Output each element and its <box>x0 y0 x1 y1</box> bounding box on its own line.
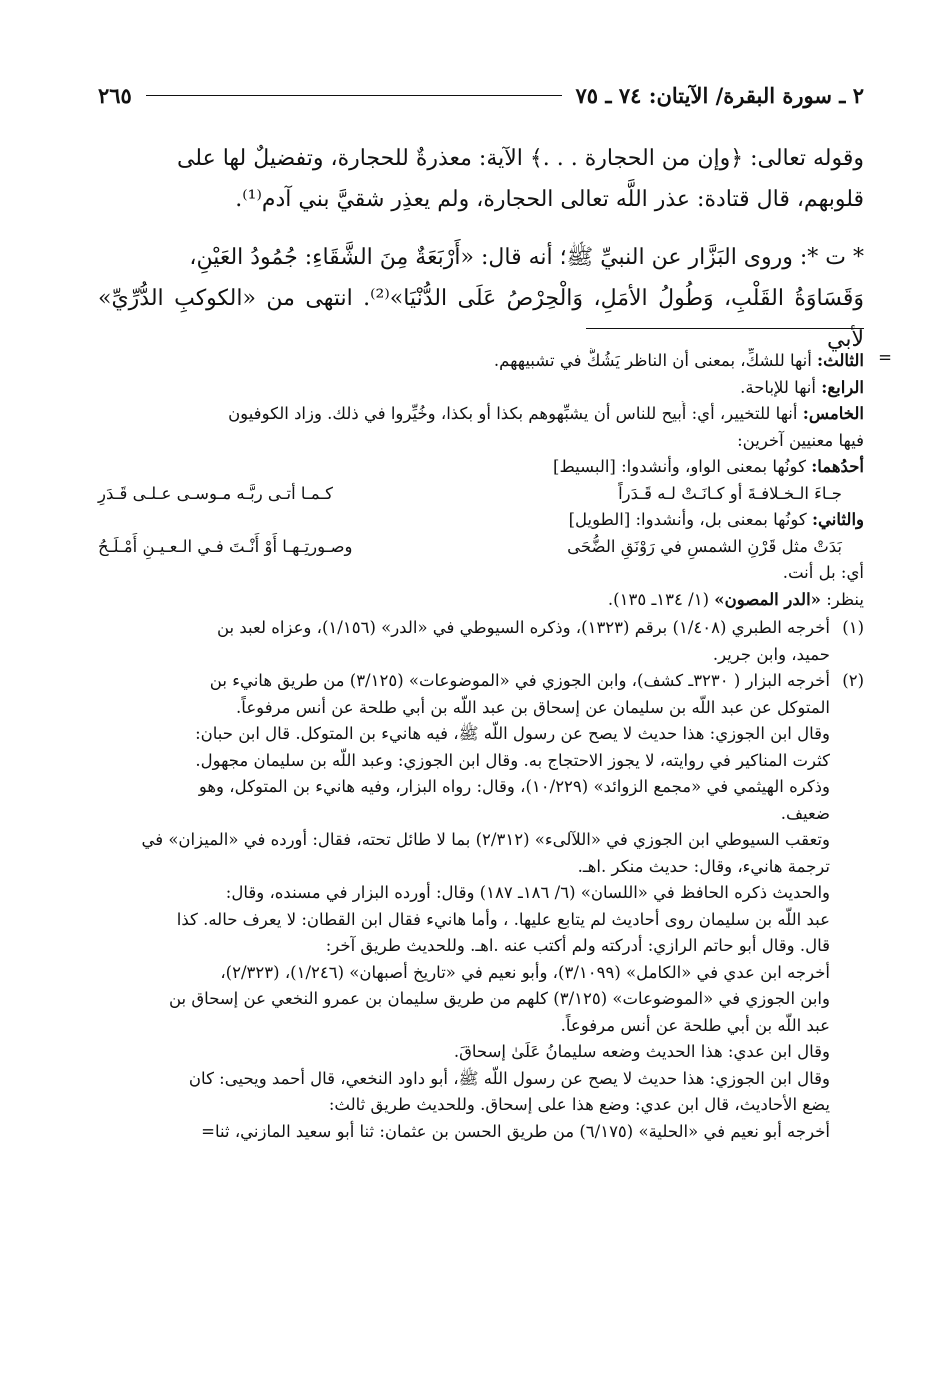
footnote-text: قال. وقال أبو حاتم الرازي: أدركته ولم أكتب عنه .اهـ. وللحديث طريق آخر: <box>325 936 830 955</box>
footnote-label: أحدُهما: <box>811 457 864 476</box>
footnote-text: (١/ ١٣٤ـ ١٣٥). <box>607 589 715 609</box>
footnote-text: أخرجه البزار ( ٣٢٣٠ـ كشف)، وابن الجوزي في «الموضوعات» (٣/١٢٥) من طريق هانيء بن <box>209 671 830 690</box>
footnote-2-line <box>98 1066 864 1093</box>
footnote-2-line <box>98 668 864 695</box>
footnote-text: أخرجه ابن عدي في «الكامل» (٣/١٠٩٩)، وأبو نعيم في «تاريخ أصبهان» (١/٢٤٦)، (٢/٣٢٣)، <box>220 962 830 982</box>
continuation-mark: = <box>878 348 892 367</box>
footnote-text: أنها للتخيير، أي: أُبيح للناس أن يشبِّهوهم بكذا أو بكذا، وخُيِّروا في ذلك. وزاد الكوفيون <box>228 404 803 423</box>
footnote-2-line <box>98 721 864 748</box>
main-line: * ت *: وروى البَزَّار عن النبيِّ ﷺ؛ أنه قال: «أَرْبَعَةٌ مِنَ الشَّقَاءِ: جُمُودُ العَيْنِ، <box>189 245 864 270</box>
footnote-text: والحديث ذكره الحافظ في «اللسان» (٦/ ١٨٦ـ ١٨٧) وقال: أورده البزار في مسنده، وقال: <box>225 883 830 902</box>
main-line: وَقَسَاوَةُ القَلْبِ، وَطُولُ الأمَلِ، وَالْحِرْصُ عَلَى الدُّنْيَا»⁽²⁾. انتهى من «الكوكبِ الدُّرِّيِّ» لأبي <box>98 286 864 352</box>
footnote-line <box>98 587 864 614</box>
footnote-number: (١) <box>842 618 864 637</box>
footnote-line <box>98 454 864 481</box>
footnote-text: يضع الأحاديث، قال ابن عدي: وضع هذا على إسحاق. وللحديث طريق ثالث: <box>328 1095 830 1114</box>
footnote-2-line <box>98 933 864 960</box>
footnote-2-line <box>98 1092 864 1119</box>
footnote-text: حميد، وابن جرير. <box>712 644 830 664</box>
footnote-separator <box>586 328 864 329</box>
footnote-2-line <box>98 880 864 907</box>
page-number: ٢٦٥ <box>98 82 132 108</box>
footnote-text: أخرجه الطبري (١/٤٠٨) برقم (١٣٢٣)، وذكره السيوطي في «الدر» (١/١٥٦)، وعزاه لعبد بن <box>216 618 830 637</box>
footnote-text: وقال ابن الجوزي: هذا حديث لا يصح عن رسول اللَّه ﷺ، أبو داود النخعي، قال أحمد ويحيى: كان <box>188 1068 830 1088</box>
main-line: قلوبهم، قال قتادة: عذر اللَّه تعالى الحجارة، ولم يعذِر شقيَّ بني آدم⁽¹⁾. <box>235 187 864 212</box>
footnote-text: المتوكل عن عبد اللَّه بن سليمان عن إسحاق بن عبد اللَّه بن أبي طلحة عن أنس مرفوعاً. <box>236 697 830 717</box>
verse-hemistich-right: جـاءَ الـخـلافـةَ أو كـانَـتْ لـه قَـدَراً <box>618 483 842 503</box>
footnote-text: وقال ابن الجوزي: هذا حديث لا يصح عن رسول اللَّه ﷺ، فيه هانيء بن المتوكل. قال ابن حبان: <box>195 724 830 743</box>
book-title: «الدر المصون» <box>714 589 821 609</box>
footnote-text: ضعيف. <box>780 803 830 823</box>
footnote-label: والثاني: <box>811 510 864 529</box>
footnote-label: الثالث: <box>817 351 864 370</box>
footnote-2-line <box>98 1039 864 1066</box>
footnote-2-line <box>98 1119 864 1146</box>
header-rule <box>146 95 562 96</box>
footnote-2-line <box>98 695 864 722</box>
footnote-2-line <box>98 1013 864 1040</box>
footnote-line <box>98 401 864 428</box>
footnote-text: عبد اللَّه بن أبي طلحة عن أنس مرفوعاً. <box>560 1015 830 1035</box>
footnote-2-line <box>98 801 864 828</box>
main-paragraph-1 <box>98 138 864 220</box>
footnote-line <box>98 507 864 534</box>
footnote-line <box>98 375 864 402</box>
footnote-text: كونُها بمعنى الواو، وأنشدوا: [البسيط] <box>553 457 812 476</box>
footnote-number: (٢) <box>842 671 864 690</box>
footnote-2-line <box>98 854 864 881</box>
main-line: وقوله تعالى: ﴿وإن من الحجارة . . .﴾ الآية: معذرةٌ للحجارة، وتفضيلٌ لها على <box>176 146 864 171</box>
main-paragraph-2 <box>98 237 864 360</box>
footnote-text: وقال ابن عدي: هذا الحديث وضعه سليمانُ عَلَىٰ إسحاقَ. <box>453 1042 830 1061</box>
footnote-2-line <box>98 774 864 801</box>
footnotes <box>98 348 892 1145</box>
footnote-text: وابن الجوزي في «الموضوعات» (٣/١٢٥) كلهم من طريق سليمان بن عمرو النخعي عن إسحاق بن <box>168 989 830 1008</box>
verse-hemistich-left: وصـورتِـهـا أَوْ أَنْـتَ فـي الـعـيـنِ أَمْـلَـحُ <box>98 536 353 556</box>
header-title: ٢ ـ سورة البقرة/ الآيتان: ٧٤ ـ ٧٥ <box>575 82 864 108</box>
footnote-line: أي: بل أنت. <box>782 563 864 582</box>
footnote-text: أنها للإباحة. <box>740 377 822 397</box>
footnote-text: أخرجه أبو نعيم في «الحلية» (٦/١٧٥) من طريق الحسن بن عثمان: ثنا أبو سعيد المازني، ثنا= <box>201 1121 830 1141</box>
footnote-2-line <box>98 748 864 775</box>
footnote-2-line <box>98 907 864 934</box>
footnote-label: الخامس: <box>802 404 864 423</box>
poetry-verse-2 <box>98 534 864 561</box>
footnote-text: ترجمة هانيء، وقال: حديث منكر .اهـ. <box>577 856 830 876</box>
footnote-text: كونُها بمعنى بل، وأنشدوا: [الطويل] <box>568 510 812 529</box>
footnote-2-line <box>98 986 864 1013</box>
footnote-2-line <box>98 827 864 854</box>
poetry-verse-1 <box>98 481 864 508</box>
footnote-1-line <box>98 642 864 669</box>
footnote-label: الرابع: <box>821 377 864 397</box>
footnote-1-line <box>98 615 864 642</box>
footnote-line <box>98 348 864 375</box>
running-header <box>98 80 864 110</box>
footnote-text: كثرت المناكير في روايته، لا يجوز الاحتجاج به. وقال ابن الجوزي: وعبد اللَّه بن سليمان مجهول. <box>195 750 830 770</box>
verse-hemistich-right: بَدَتْ مثل قَرْنِ الشمسِ في رَوْنَقِ الضُّحَى <box>567 536 842 556</box>
footnote-text: وذكره الهيثمي في «مجمع الزوائد» (١٠/٢٢٩)، وقال: رواه البزار، وفيه هانيء بن المتوكل، وهو <box>198 777 830 796</box>
footnote-text: عبد اللَّه بن سليمان روى أحاديث لم يتابع عليها. ، وأما هانيء فقال ابن القطان: لا يعرف حاله. كذا <box>176 909 830 929</box>
footnote-text: أنها للشكِّ، بمعنى أن الناظر يَشُكُّ في تشبيههم. <box>493 351 818 370</box>
footnote-line: فيها معنيين آخرين: <box>737 430 864 450</box>
footnote-text: وتعقب السيوطي ابن الجوزي في «اللآلىء» (٢/٣١٢) بما لا طائل تحته، فقال: أورده في «الميزان» في <box>141 830 830 849</box>
verse-hemistich-left: كـمـا أتـى ربَّـه مـوسـى عـلـى قَـدَرِ <box>98 483 334 503</box>
footnote-2-line <box>98 960 864 987</box>
footnote-text: ينظر: <box>820 589 864 609</box>
